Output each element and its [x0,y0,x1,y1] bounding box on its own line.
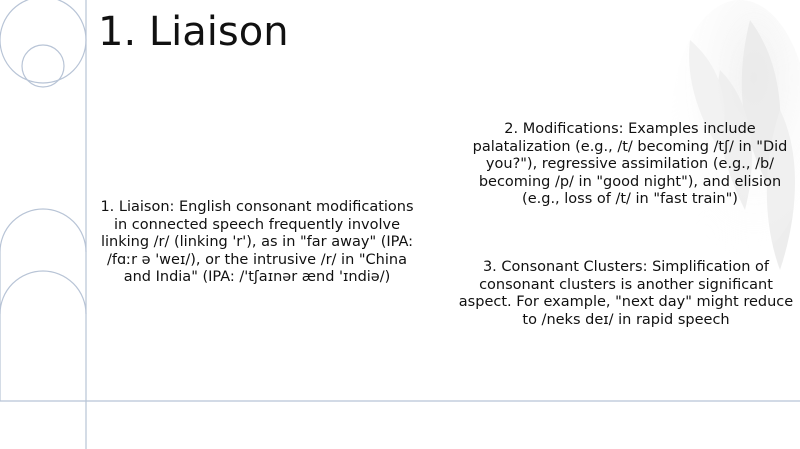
slide-title: 1. Liaison [98,9,289,55]
modifications-text-block: 2. Modifications: Examples include palatalization (e.g., /t/ becoming /tʃ/ in "Did you?"), regressive assimilation (e.g., /b/ becoming /p/ in "good night"), and elision (e.g., loss of /t/ in "fast train") [472,121,788,207]
consonant-clusters-text-block: 3. Consonant Clusters: Simplification of consonant clusters is another significant aspect. For example, "next day" might reduce to /neks deɪ/ in rapid speech [458,259,794,328]
upper-arch [0,209,86,252]
large-top-circle [0,0,86,83]
liaison-text-block: 1. Liaison: English consonant modifications in connected speech frequently involve linking /r/ (linking 'r'), as in "far away" (IPA: /fɑːr ə 'weɪ/), or the intrusive /r/ in "China and India" (IPA: /'tʃaɪnər ænd 'ɪndiə/) [100,199,414,285]
small-top-circle [22,45,64,87]
lower-arch [0,271,86,314]
